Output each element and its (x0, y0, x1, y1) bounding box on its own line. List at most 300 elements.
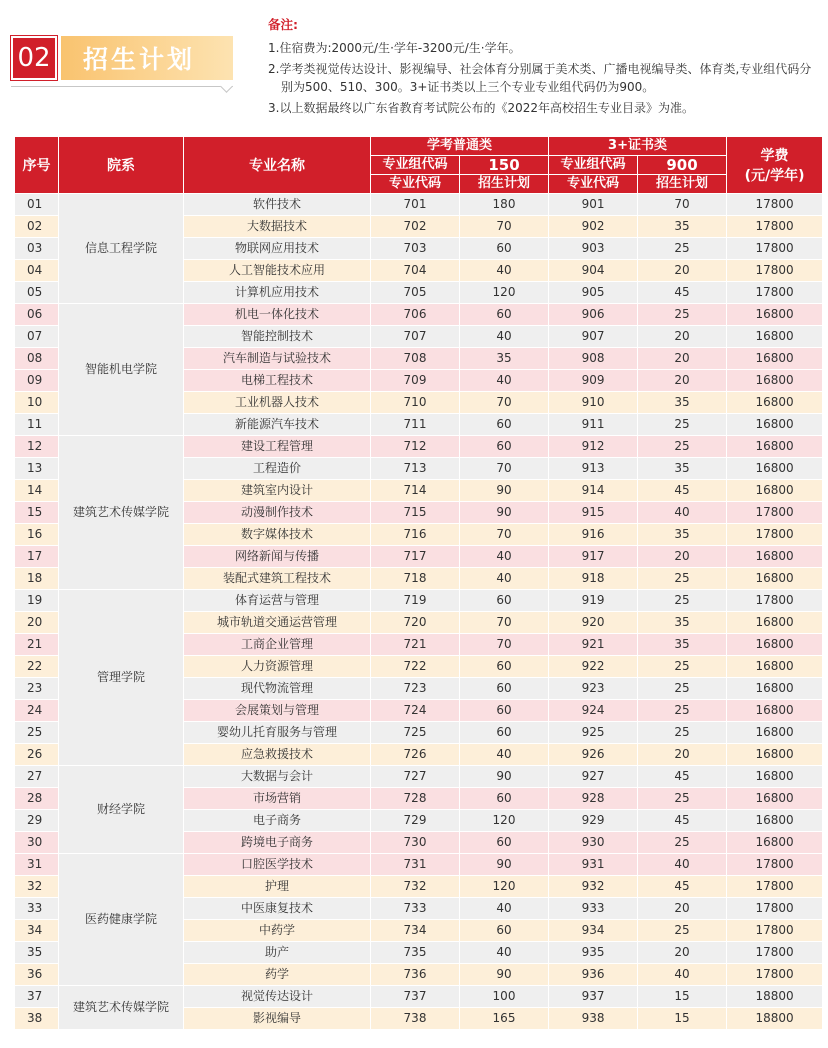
cell-seq: 25 (15, 722, 59, 744)
cell-zs-plan: 35 (638, 216, 727, 238)
cell-zs-plan: 25 (638, 238, 727, 260)
cell-zs-plan: 35 (638, 392, 727, 414)
cell-xk-plan: 70 (460, 458, 549, 480)
cell-fee: 16800 (727, 810, 823, 832)
cell-fee: 16800 (727, 546, 823, 568)
cell-zs-code: 914 (549, 480, 638, 502)
section-number: 02 (11, 36, 57, 80)
cell-zs-plan: 45 (638, 480, 727, 502)
cell-major: 建筑室内设计 (184, 480, 371, 502)
cell-major: 网络新闻与传播 (184, 546, 371, 568)
cell-seq: 37 (15, 986, 59, 1008)
cell-zs-code: 916 (549, 524, 638, 546)
cell-xk-code: 707 (371, 326, 460, 348)
cell-college: 财经学院 (59, 766, 184, 854)
cell-xk-code: 725 (371, 722, 460, 744)
cell-xk-plan: 100 (460, 986, 549, 1008)
cell-zs-plan: 45 (638, 766, 727, 788)
cell-zs-plan: 35 (638, 634, 727, 656)
cell-zs-plan: 15 (638, 1008, 727, 1030)
cell-fee: 17800 (727, 502, 823, 524)
cell-major: 跨境电子商务 (184, 832, 371, 854)
cell-xk-code: 736 (371, 964, 460, 986)
cell-xk-plan: 40 (460, 546, 549, 568)
cell-zs-code: 912 (549, 436, 638, 458)
cell-major: 物联网应用技术 (184, 238, 371, 260)
cell-xk-plan: 40 (460, 326, 549, 348)
enrollment-table (14, 136, 823, 1030)
cell-major: 工业机器人技术 (184, 392, 371, 414)
cell-zs-plan: 25 (638, 590, 727, 612)
section-badge (11, 36, 233, 80)
cell-seq: 35 (15, 942, 59, 964)
cell-xk-code: 730 (371, 832, 460, 854)
cell-major: 市场营销 (184, 788, 371, 810)
header-xk-group: 学考普通类 (371, 137, 549, 156)
cell-fee: 17800 (727, 260, 823, 282)
cell-xk-code: 712 (371, 436, 460, 458)
cell-xk-code: 735 (371, 942, 460, 964)
cell-seq: 19 (15, 590, 59, 612)
cell-xk-plan: 70 (460, 612, 549, 634)
table-row (15, 590, 823, 612)
cell-zs-plan: 25 (638, 700, 727, 722)
cell-seq: 03 (15, 238, 59, 260)
cell-zs-plan: 45 (638, 876, 727, 898)
notes-title: 备注: (268, 17, 298, 32)
cell-fee: 16800 (727, 766, 823, 788)
cell-xk-plan: 120 (460, 282, 549, 304)
cell-fee: 16800 (727, 744, 823, 766)
cell-zs-code: 918 (549, 568, 638, 590)
cell-zs-code: 913 (549, 458, 638, 480)
cell-xk-plan: 120 (460, 810, 549, 832)
cell-zs-code: 922 (549, 656, 638, 678)
header-zs-group-code: 900 (638, 156, 727, 175)
cell-seq: 12 (15, 436, 59, 458)
cell-seq: 29 (15, 810, 59, 832)
cell-zs-plan: 25 (638, 414, 727, 436)
cell-major: 人工智能技术应用 (184, 260, 371, 282)
cell-xk-plan: 35 (460, 348, 549, 370)
cell-major: 现代物流管理 (184, 678, 371, 700)
cell-zs-code: 925 (549, 722, 638, 744)
cell-zs-code: 934 (549, 920, 638, 942)
cell-zs-code: 903 (549, 238, 638, 260)
cell-major: 电子商务 (184, 810, 371, 832)
cell-fee: 16800 (727, 436, 823, 458)
cell-major: 软件技术 (184, 194, 371, 216)
table-row (15, 854, 823, 876)
cell-fee: 16800 (727, 348, 823, 370)
cell-xk-plan: 60 (460, 304, 549, 326)
cell-seq: 06 (15, 304, 59, 326)
note-3: 3.以上数据最终以广东省教育考试院公布的《2022年高校招生专业目录》为准。 (268, 101, 694, 115)
cell-major: 中医康复技术 (184, 898, 371, 920)
cell-xk-code: 703 (371, 238, 460, 260)
header-fee (727, 137, 823, 194)
cell-zs-plan: 25 (638, 568, 727, 590)
cell-zs-code: 908 (549, 348, 638, 370)
cell-xk-code: 701 (371, 194, 460, 216)
cell-seq: 04 (15, 260, 59, 282)
cell-fee: 17800 (727, 942, 823, 964)
cell-seq: 17 (15, 546, 59, 568)
header-fee-unit: (元/学年) (744, 168, 805, 184)
cell-fee: 16800 (727, 458, 823, 480)
cell-seq: 32 (15, 876, 59, 898)
cell-zs-code: 936 (549, 964, 638, 986)
cell-xk-plan: 180 (460, 194, 549, 216)
cell-seq: 26 (15, 744, 59, 766)
cell-zs-code: 924 (549, 700, 638, 722)
cell-xk-plan: 60 (460, 238, 549, 260)
header-zs-major-code: 专业代码 (549, 175, 638, 194)
cell-xk-code: 726 (371, 744, 460, 766)
cell-fee: 17800 (727, 590, 823, 612)
cell-xk-code: 722 (371, 656, 460, 678)
cell-xk-plan: 90 (460, 964, 549, 986)
cell-zs-plan: 25 (638, 832, 727, 854)
cell-major: 中药学 (184, 920, 371, 942)
cell-fee: 16800 (727, 304, 823, 326)
cell-xk-code: 713 (371, 458, 460, 480)
cell-fee: 16800 (727, 568, 823, 590)
cell-xk-plan: 60 (460, 590, 549, 612)
cell-seq: 21 (15, 634, 59, 656)
cell-xk-plan: 60 (460, 700, 549, 722)
cell-xk-plan: 60 (460, 436, 549, 458)
cell-major: 机电一体化技术 (184, 304, 371, 326)
cell-college: 信息工程学院 (59, 194, 184, 304)
cell-xk-code: 738 (371, 1008, 460, 1030)
table-body (15, 194, 823, 1030)
header-zs-group-code-label: 专业组代码 (549, 156, 638, 175)
cell-zs-code: 930 (549, 832, 638, 854)
cell-xk-code: 716 (371, 524, 460, 546)
cell-major: 新能源汽车技术 (184, 414, 371, 436)
cell-major: 应急救援技术 (184, 744, 371, 766)
cell-zs-plan: 35 (638, 612, 727, 634)
cell-zs-plan: 40 (638, 502, 727, 524)
cell-major: 城市轨道交通运营管理 (184, 612, 371, 634)
cell-major: 工商企业管理 (184, 634, 371, 656)
header-xk-group-code: 150 (460, 156, 549, 175)
cell-zs-code: 937 (549, 986, 638, 1008)
cell-college: 智能机电学院 (59, 304, 184, 436)
cell-seq: 31 (15, 854, 59, 876)
cell-zs-plan: 25 (638, 304, 727, 326)
cell-xk-plan: 70 (460, 216, 549, 238)
cell-zs-plan: 20 (638, 370, 727, 392)
cell-seq: 34 (15, 920, 59, 942)
cell-zs-plan: 25 (638, 436, 727, 458)
cell-xk-plan: 40 (460, 898, 549, 920)
cell-xk-plan: 165 (460, 1008, 549, 1030)
cell-major: 影视编导 (184, 1008, 371, 1030)
section-title: 招生计划 (61, 36, 233, 80)
cell-fee: 18800 (727, 986, 823, 1008)
cell-fee: 16800 (727, 788, 823, 810)
cell-seq: 30 (15, 832, 59, 854)
cell-fee: 16800 (727, 612, 823, 634)
cell-seq: 05 (15, 282, 59, 304)
cell-fee: 17800 (727, 194, 823, 216)
cell-zs-plan: 35 (638, 524, 727, 546)
cell-zs-code: 926 (549, 744, 638, 766)
cell-college: 建筑艺术传媒学院 (59, 436, 184, 590)
cell-xk-code: 709 (371, 370, 460, 392)
cell-xk-code: 732 (371, 876, 460, 898)
cell-xk-plan: 120 (460, 876, 549, 898)
cell-zs-plan: 20 (638, 546, 727, 568)
cell-fee: 17800 (727, 238, 823, 260)
cell-seq: 33 (15, 898, 59, 920)
cell-major: 会展策划与管理 (184, 700, 371, 722)
cell-college: 医药健康学院 (59, 854, 184, 986)
cell-xk-plan: 40 (460, 260, 549, 282)
cell-xk-code: 728 (371, 788, 460, 810)
cell-zs-code: 915 (549, 502, 638, 524)
cell-seq: 18 (15, 568, 59, 590)
cell-zs-plan: 20 (638, 942, 727, 964)
cell-fee: 17800 (727, 216, 823, 238)
cell-zs-plan: 15 (638, 986, 727, 1008)
cell-seq: 22 (15, 656, 59, 678)
cell-xk-plan: 60 (460, 722, 549, 744)
cell-fee: 16800 (727, 700, 823, 722)
cell-xk-plan: 60 (460, 678, 549, 700)
cell-college: 管理学院 (59, 590, 184, 766)
cell-xk-code: 708 (371, 348, 460, 370)
cell-xk-plan: 60 (460, 788, 549, 810)
cell-major: 药学 (184, 964, 371, 986)
cell-major: 体育运营与管理 (184, 590, 371, 612)
cell-major: 数字媒体技术 (184, 524, 371, 546)
cell-xk-code: 710 (371, 392, 460, 414)
cell-zs-plan: 40 (638, 964, 727, 986)
cell-fee: 16800 (727, 722, 823, 744)
cell-zs-plan: 20 (638, 898, 727, 920)
cell-zs-plan: 20 (638, 348, 727, 370)
table-row (15, 436, 823, 458)
cell-seq: 24 (15, 700, 59, 722)
cell-xk-plan: 60 (460, 414, 549, 436)
cell-zs-plan: 40 (638, 854, 727, 876)
cell-zs-code: 931 (549, 854, 638, 876)
cell-college: 建筑艺术传媒学院 (59, 986, 184, 1030)
cell-xk-code: 724 (371, 700, 460, 722)
cell-xk-code: 720 (371, 612, 460, 634)
cell-fee: 16800 (727, 392, 823, 414)
cell-xk-plan: 60 (460, 920, 549, 942)
table-row (15, 766, 823, 788)
cell-zs-plan: 25 (638, 920, 727, 942)
cell-zs-plan: 25 (638, 788, 727, 810)
cell-seq: 01 (15, 194, 59, 216)
cell-major: 大数据技术 (184, 216, 371, 238)
cell-seq: 02 (15, 216, 59, 238)
cell-seq: 14 (15, 480, 59, 502)
cell-fee: 16800 (727, 326, 823, 348)
cell-seq: 15 (15, 502, 59, 524)
cell-zs-plan: 70 (638, 194, 727, 216)
cell-fee: 17800 (727, 876, 823, 898)
header-xk-group-code-label: 专业组代码 (371, 156, 460, 175)
cell-xk-code: 737 (371, 986, 460, 1008)
cell-major: 助产 (184, 942, 371, 964)
table-row (15, 194, 823, 216)
cell-xk-code: 715 (371, 502, 460, 524)
cell-xk-code: 711 (371, 414, 460, 436)
cell-xk-plan: 40 (460, 744, 549, 766)
cell-xk-plan: 90 (460, 480, 549, 502)
cell-zs-code: 921 (549, 634, 638, 656)
cell-zs-code: 927 (549, 766, 638, 788)
cell-zs-code: 920 (549, 612, 638, 634)
cell-seq: 16 (15, 524, 59, 546)
cell-major: 电梯工程技术 (184, 370, 371, 392)
note-2: 2.学考类视觉传达设计、影视编导、社会体育分别属于美术类、广播电视编导类、体育类,专业组代码分别为500、510、300。3+证书类以上三个专业专业组代码仍为900。 (268, 62, 812, 94)
cell-fee: 16800 (727, 634, 823, 656)
cell-fee: 17800 (727, 964, 823, 986)
cell-fee: 16800 (727, 832, 823, 854)
cell-fee: 17800 (727, 854, 823, 876)
cell-xk-code: 729 (371, 810, 460, 832)
cell-major: 护理 (184, 876, 371, 898)
header-seq: 序号 (15, 137, 59, 194)
cell-xk-plan: 70 (460, 392, 549, 414)
cell-xk-code: 702 (371, 216, 460, 238)
notes (268, 16, 820, 120)
cell-zs-plan: 20 (638, 260, 727, 282)
header-zs-group: 3+证书类 (549, 137, 727, 156)
header-major: 专业名称 (184, 137, 371, 194)
header-fee-label: 学费 (760, 148, 789, 164)
cell-major: 工程造价 (184, 458, 371, 480)
cell-major: 装配式建筑工程技术 (184, 568, 371, 590)
cell-major: 大数据与会计 (184, 766, 371, 788)
cell-xk-code: 714 (371, 480, 460, 502)
cell-major: 视觉传达设计 (184, 986, 371, 1008)
cell-xk-code: 733 (371, 898, 460, 920)
cell-zs-plan: 20 (638, 744, 727, 766)
cell-fee: 18800 (727, 1008, 823, 1030)
cell-fee: 17800 (727, 898, 823, 920)
cell-zs-code: 933 (549, 898, 638, 920)
cell-xk-plan: 40 (460, 568, 549, 590)
cell-zs-code: 911 (549, 414, 638, 436)
cell-zs-code: 905 (549, 282, 638, 304)
cell-zs-code: 929 (549, 810, 638, 832)
cell-seq: 28 (15, 788, 59, 810)
cell-xk-plan: 60 (460, 832, 549, 854)
cell-seq: 07 (15, 326, 59, 348)
cell-xk-plan: 90 (460, 854, 549, 876)
header-college: 院系 (59, 137, 184, 194)
cell-seq: 38 (15, 1008, 59, 1030)
cell-xk-plan: 60 (460, 656, 549, 678)
cell-xk-code: 718 (371, 568, 460, 590)
cell-major: 汽车制造与试验技术 (184, 348, 371, 370)
cell-seq: 08 (15, 348, 59, 370)
cell-zs-code: 919 (549, 590, 638, 612)
underline-tick (220, 80, 233, 93)
cell-major: 动漫制作技术 (184, 502, 371, 524)
cell-xk-plan: 40 (460, 370, 549, 392)
cell-zs-plan: 35 (638, 458, 727, 480)
cell-zs-code: 909 (549, 370, 638, 392)
cell-seq: 20 (15, 612, 59, 634)
cell-zs-code: 932 (549, 876, 638, 898)
cell-xk-code: 731 (371, 854, 460, 876)
header-xk-plan: 招生计划 (460, 175, 549, 194)
cell-zs-code: 904 (549, 260, 638, 282)
cell-zs-code: 935 (549, 942, 638, 964)
cell-zs-code: 906 (549, 304, 638, 326)
cell-zs-plan: 25 (638, 722, 727, 744)
note-1: 1.住宿费为:2000元/生·学年-3200元/生·学年。 (268, 41, 521, 55)
cell-zs-plan: 25 (638, 678, 727, 700)
cell-xk-code: 706 (371, 304, 460, 326)
cell-xk-code: 727 (371, 766, 460, 788)
cell-xk-code: 719 (371, 590, 460, 612)
cell-major: 人力资源管理 (184, 656, 371, 678)
cell-fee: 16800 (727, 370, 823, 392)
cell-seq: 13 (15, 458, 59, 480)
cell-zs-code: 938 (549, 1008, 638, 1030)
header-zs-plan: 招生计划 (638, 175, 727, 194)
cell-fee: 17800 (727, 282, 823, 304)
cell-xk-plan: 70 (460, 524, 549, 546)
cell-xk-code: 717 (371, 546, 460, 568)
cell-major: 口腔医学技术 (184, 854, 371, 876)
cell-fee: 17800 (727, 920, 823, 942)
cell-fee: 16800 (727, 414, 823, 436)
cell-fee: 16800 (727, 480, 823, 502)
cell-seq: 11 (15, 414, 59, 436)
cell-zs-plan: 25 (638, 656, 727, 678)
cell-xk-plan: 90 (460, 766, 549, 788)
cell-zs-code: 910 (549, 392, 638, 414)
cell-major: 建设工程管理 (184, 436, 371, 458)
cell-seq: 23 (15, 678, 59, 700)
cell-xk-code: 721 (371, 634, 460, 656)
cell-zs-code: 907 (549, 326, 638, 348)
cell-fee: 17800 (727, 524, 823, 546)
cell-seq: 36 (15, 964, 59, 986)
cell-zs-plan: 45 (638, 810, 727, 832)
table-row (15, 304, 823, 326)
cell-xk-plan: 70 (460, 634, 549, 656)
cell-xk-plan: 90 (460, 502, 549, 524)
cell-zs-code: 902 (549, 216, 638, 238)
cell-zs-code: 901 (549, 194, 638, 216)
cell-xk-code: 734 (371, 920, 460, 942)
cell-zs-code: 917 (549, 546, 638, 568)
cell-xk-code: 705 (371, 282, 460, 304)
header-xk-major-code: 专业代码 (371, 175, 460, 194)
cell-seq: 10 (15, 392, 59, 414)
cell-seq: 27 (15, 766, 59, 788)
table-row (15, 986, 823, 1008)
cell-fee: 16800 (727, 678, 823, 700)
cell-xk-plan: 40 (460, 942, 549, 964)
cell-zs-plan: 45 (638, 282, 727, 304)
cell-xk-code: 704 (371, 260, 460, 282)
cell-fee: 16800 (727, 656, 823, 678)
cell-zs-code: 928 (549, 788, 638, 810)
